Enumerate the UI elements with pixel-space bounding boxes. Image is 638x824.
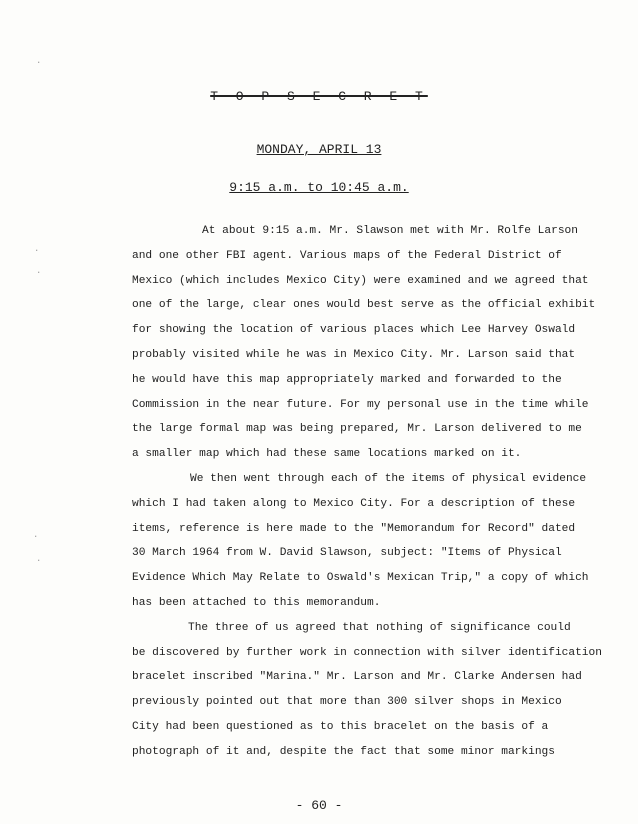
- body-line: for showing the location of various places which Lee Harvey Oswald: [132, 324, 576, 337]
- body-line: one of the large, clear ones would best serve as the official exhibit: [132, 299, 596, 312]
- body-line: probably visited while he was in Mexico City. Mr. Larson said that: [132, 348, 576, 361]
- body-line: which I had taken along to Mexico City. For a description of these: [132, 497, 576, 510]
- body-line: be discovered by further work in connection with silver identification: [132, 646, 602, 659]
- body-line: Evidence Which May Relate to Oswald's Mexican Trip," a copy of which: [132, 572, 589, 585]
- body-line: Mexico (which includes Mexico City) were examined and we agreed that: [132, 274, 589, 287]
- body-line: bracelet inscribed "Marina." Mr. Larson and Mr. Clarke Andersen had: [132, 671, 582, 684]
- body-line: City had been questioned as to this bracelet on the basis of a: [132, 720, 549, 733]
- body-line: a smaller map which had these same locations marked on it.: [132, 448, 522, 461]
- classification-marking: T O P S E C R E T: [210, 89, 428, 104]
- scan-speck: ·: [36, 268, 42, 278]
- body-line: has been attached to this memorandum.: [132, 596, 381, 609]
- body-line: We then went through each of the items of physical evidence: [190, 472, 587, 485]
- body-line: items, reference is here made to the "Memorandum for Record" dated: [132, 522, 576, 535]
- body-line: he would have this map appropriately marked and forwarded to the: [132, 373, 562, 386]
- scan-speck: ·: [34, 246, 40, 256]
- scan-speck: ·: [36, 58, 42, 68]
- time-range-heading: 9:15 a.m. to 10:45 a.m.: [229, 180, 409, 195]
- body-line: The three of us agreed that nothing of significance could: [188, 621, 571, 634]
- body-line: and one other FBI agent. Various maps of the Federal District of: [132, 249, 562, 262]
- memorandum-body: [132, 219, 602, 765]
- body-line: photograph of it and, despite the fact that some minor markings: [132, 745, 555, 758]
- scan-speck: ·: [33, 532, 39, 542]
- body-line: At about 9:15 a.m. Mr. Slawson met with Mr. Rolfe Larson: [202, 225, 578, 237]
- body-line: 30 March 1964 from W. David Slawson, subject: "Items of Physical: [132, 547, 562, 560]
- date-heading: MONDAY, APRIL 13: [256, 142, 382, 157]
- page-number: - 60 -: [295, 798, 343, 813]
- body-line: Commission in the near future. For my personal use in the time while: [132, 398, 589, 411]
- body-line: previously pointed out that more than 300 silver shops in Mexico: [132, 696, 562, 709]
- scan-speck: ·: [36, 556, 42, 566]
- body-line: the large formal map was being prepared, Mr. Larson delivered to me: [132, 423, 582, 436]
